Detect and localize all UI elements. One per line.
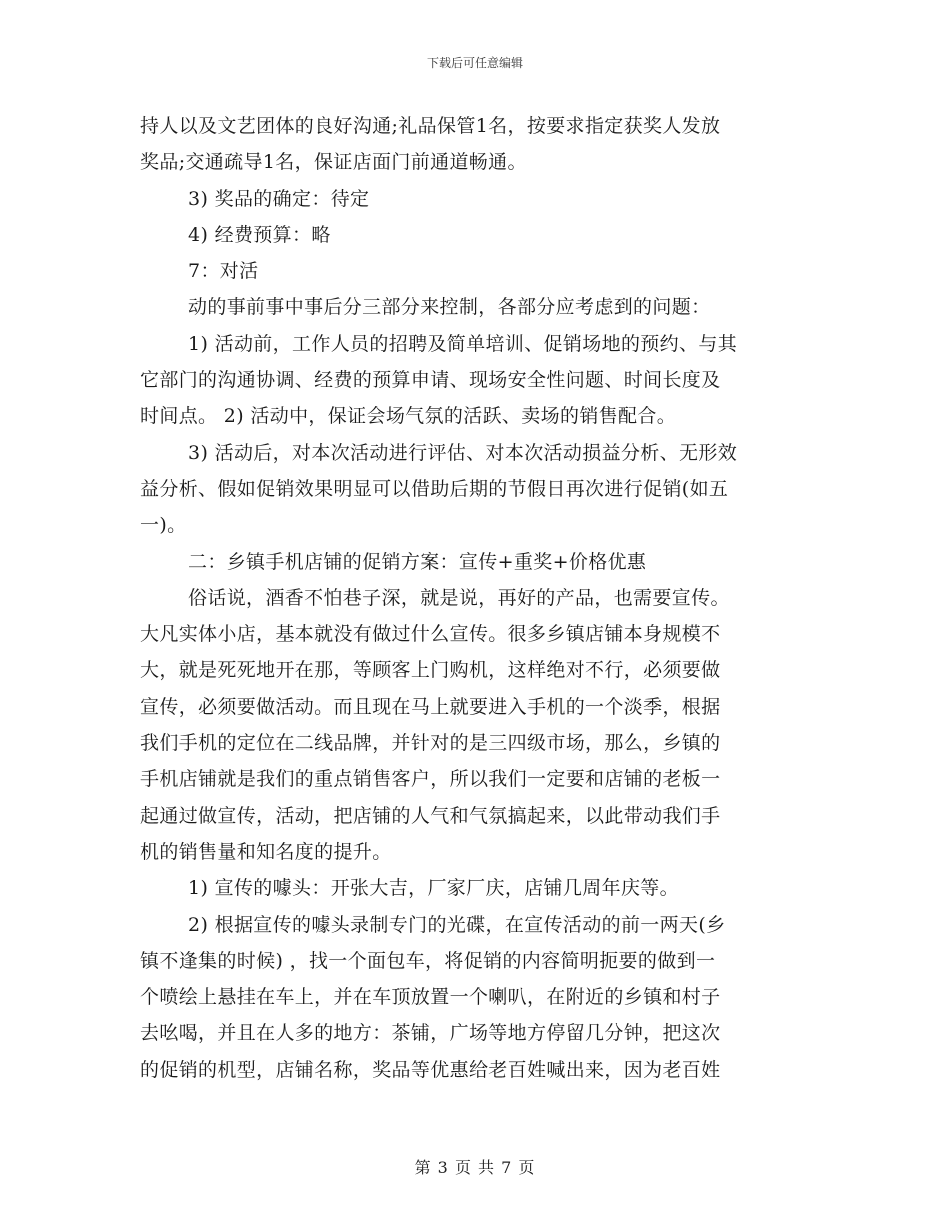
text-line: 的促销的机型，店铺名称，奖品等优惠给老百姓喊出来，因为老百姓 bbox=[140, 1058, 721, 1081]
text-line: 手机店铺就是我们的重点销售客户，所以我们一定要和店铺的老板一 bbox=[140, 768, 721, 791]
text-line: 动的事前事中事后分三部分来控制，各部分应考虑到的问题： bbox=[188, 296, 711, 319]
text-line: 3) 奖品的确定：待定 bbox=[188, 187, 370, 210]
text-line: 2) 根据宣传的噱头录制专门的光碟，在宣传活动的前一两天(乡 bbox=[188, 913, 726, 936]
text-line: 我们手机的定位在二线品牌，并针对的是三四级市场，那么，乡镇的 bbox=[140, 732, 721, 755]
text-line: 益分析、假如促销效果明显可以借助后期的节假日再次进行促销(如五 bbox=[140, 477, 729, 500]
text-line: 持人以及文艺团体的良好沟通;礼品保管1名，按要求指定获奖人发放 bbox=[140, 115, 721, 137]
text-line: 俗话说，酒香不怕巷子深，就是说，再好的产品，也需要宣传。 bbox=[188, 586, 730, 609]
text-line: 大凡实体小店，基本就没有做过什么宣传。很多乡镇店铺本身规模不 bbox=[140, 623, 721, 646]
text-line: 它部门的沟通协调、经费的预算申请、现场安全性问题、时间长度及 bbox=[140, 369, 721, 392]
text-line: 二：乡镇手机店铺的促销方案：宣传+重奖+价格优惠 bbox=[188, 550, 647, 573]
text-line: 大，就是死死地开在那，等顾客上门购机，这样绝对不行，必须要做 bbox=[140, 659, 721, 682]
document-body bbox=[140, 108, 812, 1088]
text-line: 1) 活动前，工作人员的招聘及简单培训、促销场地的预约、与其 bbox=[188, 332, 738, 355]
text-line: 镇不逢集的时候) ，找一个面包车，将促销的内容简明扼要的做到一 bbox=[140, 949, 716, 972]
text-line: 起通过做宣传，活动，把店铺的人气和气氛搞起来，以此带动我们手 bbox=[140, 804, 721, 827]
text-line: 时间点。 2) 活动中，保证会场气氛的活跃、卖场的销售配合。 bbox=[140, 405, 677, 428]
text-line: 一)。 bbox=[140, 514, 187, 537]
text-line: 去吆喝，并且在人多的地方：茶铺，广场等地方停留几分钟，把这次 bbox=[140, 1022, 721, 1045]
page-footer: 第 3 页 共 7 页 bbox=[414, 1158, 536, 1177]
text-line: 宣传，必须要做活动。而且现在马上就要进入手机的一个淡季，根据 bbox=[140, 695, 721, 718]
text-line: 机的销售量和知名度的提升。 bbox=[140, 840, 392, 863]
text-line: 4) 经费预算：略 bbox=[188, 223, 331, 246]
text-line: 1) 宣传的噱头：开张大吉，厂家厂庆，店铺几周年庆等。 bbox=[188, 877, 679, 900]
page-header: 下载后可任意编辑 bbox=[426, 56, 523, 70]
text-line: 个喷绘上悬挂在车上，并在车顶放置一个喇叭，在附近的乡镇和村子 bbox=[140, 986, 721, 1009]
text-line: 奖品;交通疏导1名，保证店面门前通道畅通。 bbox=[140, 151, 527, 174]
text-line: 7：对活 bbox=[188, 260, 259, 283]
text-line: 3) 活动后，对本次活动进行评估、对本次活动损益分析、无形效 bbox=[188, 441, 738, 464]
